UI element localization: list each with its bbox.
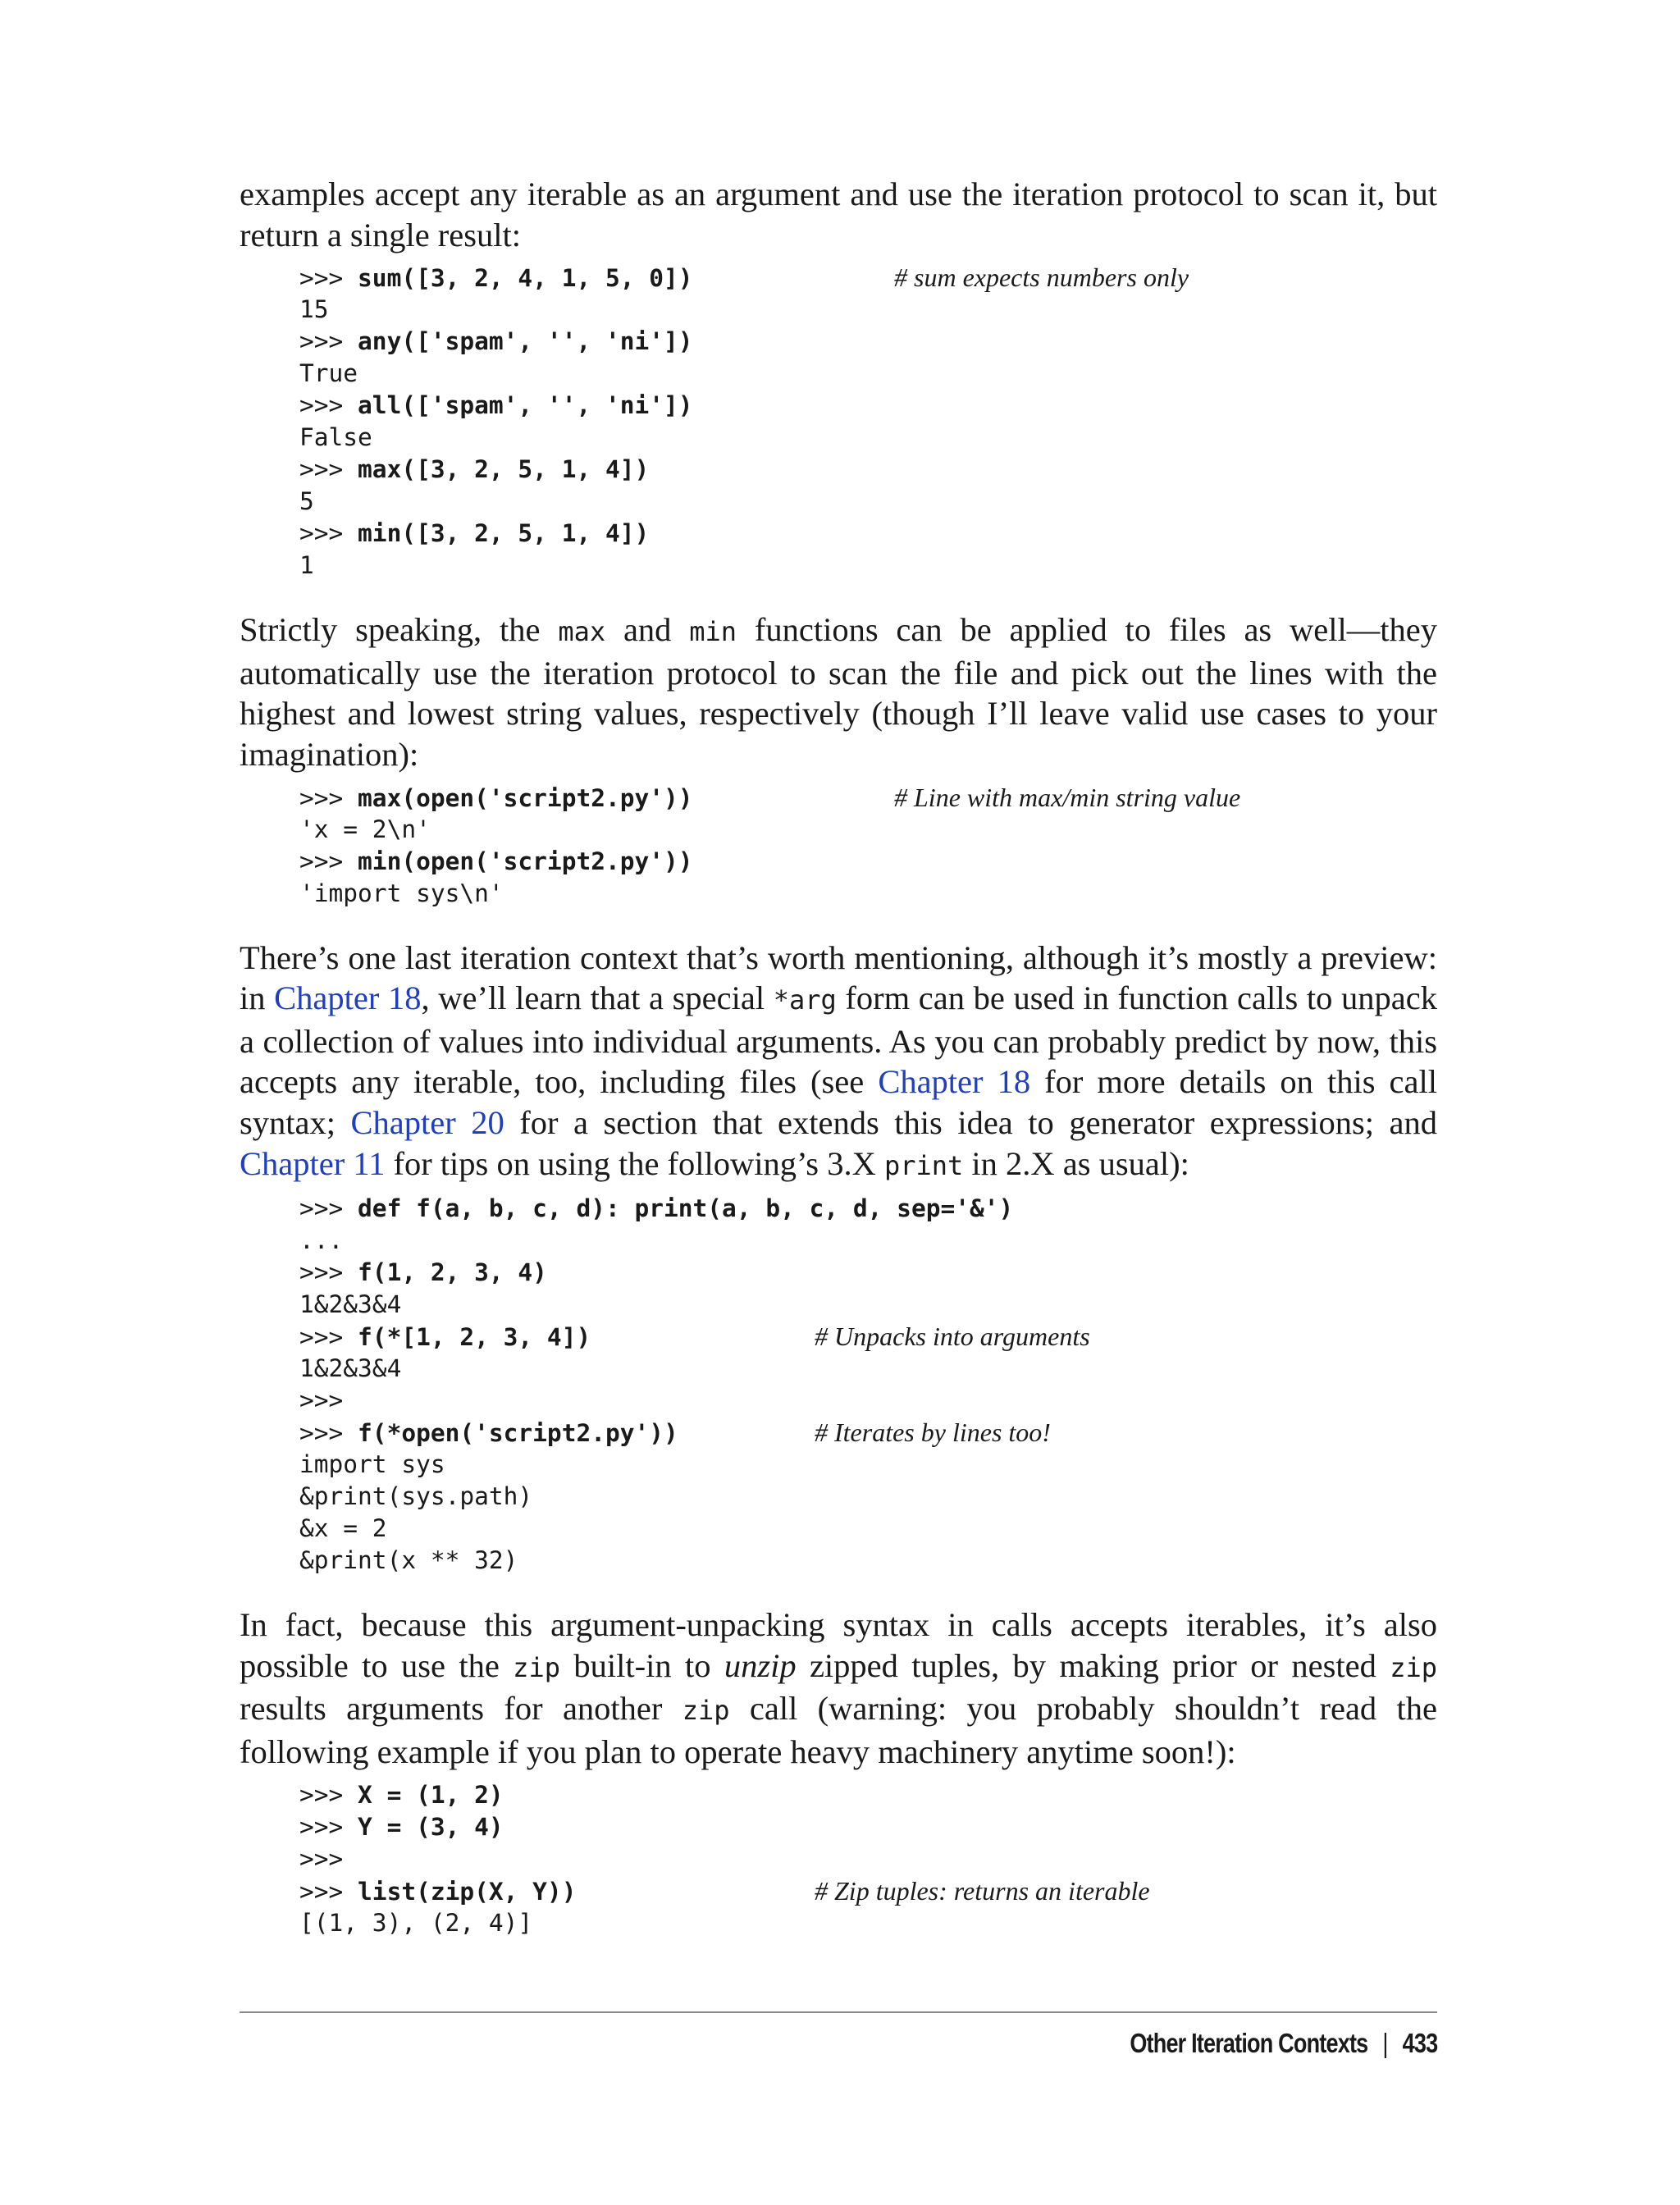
code-line — [299, 1513, 1437, 1545]
code-line — [299, 1321, 1437, 1353]
code-statement — [299, 326, 894, 358]
code-statement — [299, 518, 894, 550]
code-output: True — [299, 359, 358, 388]
code-line — [299, 1449, 1437, 1481]
text-run: form can be used in function calls to unpack a collection of values into individual arguments. As you can probably predict by now, this accepts any iterable, too, including files (see — [240, 979, 1437, 1101]
inline-code: zip — [682, 1695, 730, 1727]
code-statement — [299, 1322, 815, 1354]
inline-code: max — [558, 616, 606, 648]
code-statement — [299, 262, 894, 294]
code-statement — [299, 846, 894, 878]
code-command: X = (1, 2) — [358, 1780, 504, 1809]
emphasis: unzip — [724, 1646, 797, 1684]
footer-separator: | — [1382, 2028, 1388, 2058]
code-block-zip — [240, 1779, 1437, 1939]
repl-prompt: >>> — [299, 1323, 358, 1352]
text-run: zipped tuples, by making prior or nested — [796, 1646, 1390, 1684]
code-line — [299, 878, 1437, 910]
code-comment: # Line with max/min string value — [894, 782, 1241, 812]
chapter-20-link[interactable]: Chapter 20 — [350, 1103, 504, 1141]
text-run: call (warning: you probably shouldn’t read the following example if you plan to operate heavy machinery anytime soon!): — [240, 1690, 1437, 1770]
page-footer — [240, 2011, 1437, 2058]
text-run: Strictly speaking, the — [240, 611, 559, 649]
code-command: f(1, 2, 3, 4) — [358, 1258, 547, 1287]
code-statement — [299, 1811, 815, 1843]
code-line — [299, 326, 1437, 358]
text-run: in 2.X as usual): — [963, 1144, 1189, 1182]
text-run: for more details on this call syntax; — [240, 1063, 1437, 1141]
text-run: for a section that extends this idea to generator expressions; and — [504, 1103, 1437, 1141]
code-comment: # Zip tuples: returns an iterable — [815, 1875, 1150, 1906]
code-command: f(*open('script2.py')) — [358, 1419, 678, 1448]
code-command: max(open('script2.py')) — [358, 783, 693, 812]
code-line — [299, 1843, 1437, 1875]
repl-prompt: >>> — [299, 1812, 358, 1841]
paragraph-1-text: examples accept any iterable as an argument and use the iteration protocol to scan it, but return a single result: — [240, 176, 1437, 253]
code-output: 'x = 2\n' — [299, 815, 431, 843]
code-command: any(['spam', '', 'ni']) — [358, 327, 693, 356]
page-number: 433 — [1402, 2028, 1437, 2058]
code-statement — [299, 1779, 815, 1811]
repl-prompt: >>> — [299, 1419, 358, 1448]
code-statement — [299, 1193, 1014, 1225]
code-output: 1&2&3&4 — [299, 1290, 402, 1319]
chapter-18-link[interactable]: Chapter 18 — [878, 1063, 1031, 1101]
repl-prompt: >>> — [299, 455, 358, 484]
code-block-max-min-file — [240, 782, 1437, 910]
code-line — [299, 358, 1437, 390]
code-block-builtins — [240, 262, 1437, 582]
text-run: and — [605, 611, 690, 649]
code-block-unpacking — [240, 1193, 1437, 1577]
code-output: &x = 2 — [299, 1514, 387, 1543]
repl-prompt: >>> — [299, 391, 358, 420]
footer-rule — [240, 2011, 1437, 2013]
code-statement — [299, 1257, 815, 1289]
code-output: False — [299, 423, 372, 452]
chapter-18-link[interactable]: Chapter 18 — [274, 979, 422, 1017]
code-output: ... — [299, 1226, 344, 1255]
code-line — [299, 454, 1437, 486]
code-output: >>> — [299, 1844, 344, 1873]
code-command: def f(a, b, c, d): print(a, b, c, d, sep='&') — [358, 1194, 1014, 1223]
code-comment: # Iterates by lines too! — [815, 1418, 1051, 1448]
repl-prompt: >>> — [299, 1194, 358, 1223]
code-comment: # Unpacks into arguments — [815, 1322, 1090, 1352]
code-line — [299, 1225, 1437, 1257]
code-line — [299, 518, 1437, 550]
inline-code: print — [883, 1149, 964, 1181]
running-footer — [1130, 2028, 1437, 2059]
code-command: max([3, 2, 5, 1, 4]) — [358, 455, 650, 484]
code-line — [299, 782, 1437, 814]
code-line — [299, 1545, 1437, 1577]
code-line — [299, 422, 1437, 454]
code-line — [299, 1875, 1437, 1907]
code-command: min([3, 2, 5, 1, 4]) — [358, 519, 650, 548]
code-output: 1&2&3&4 — [299, 1354, 402, 1383]
code-line — [299, 1811, 1437, 1843]
code-command: all(['spam', '', 'ni']) — [358, 391, 693, 420]
code-line — [299, 262, 1437, 294]
code-line — [299, 1481, 1437, 1513]
repl-prompt: >>> — [299, 519, 358, 548]
code-output: &print(sys.path) — [299, 1482, 533, 1511]
repl-prompt: >>> — [299, 1877, 358, 1906]
code-command: f(*[1, 2, 3, 4]) — [358, 1323, 591, 1352]
code-line — [299, 1289, 1437, 1321]
text-run: In fact, because this argument-unpacking syntax in calls accepts iterables, it’s also possible to use the — [240, 1606, 1437, 1684]
repl-prompt: >>> — [299, 264, 358, 293]
code-command: list(zip(X, Y)) — [358, 1877, 577, 1906]
code-output: 15 — [299, 295, 329, 324]
code-statement — [299, 1418, 815, 1449]
repl-prompt: >>> — [299, 1258, 358, 1287]
text-run: functions can be applied to files as well—they automatically use the iteration protocol to scan the file and pick out the lines with the highest and lowest string values, respectively (though I’ll leave valid use cases to your imagination): — [240, 611, 1437, 773]
code-line — [299, 1907, 1437, 1939]
code-line — [299, 390, 1437, 422]
code-output: 1 — [299, 551, 314, 580]
text-run: results arguments for another — [240, 1690, 682, 1728]
code-line — [299, 814, 1437, 846]
text-run: for tips on using the following’s 3.X — [385, 1144, 884, 1182]
paragraph-3 — [240, 938, 1437, 1187]
chapter-11-link[interactable]: Chapter 11 — [240, 1144, 386, 1182]
code-statement — [299, 454, 894, 486]
code-line — [299, 294, 1437, 326]
page-content — [240, 174, 1437, 1939]
repl-prompt: >>> — [299, 783, 358, 812]
code-output: &print(x ** 32) — [299, 1546, 518, 1575]
footer-section-title: Other Iteration Contexts — [1129, 2028, 1368, 2058]
code-output: >>> — [299, 1386, 344, 1415]
code-command: Y = (3, 4) — [358, 1812, 504, 1841]
paragraph-1 — [240, 174, 1437, 255]
code-output: import sys — [299, 1450, 445, 1479]
inline-code: zip — [1390, 1651, 1437, 1683]
code-line — [299, 846, 1437, 878]
code-line — [299, 1385, 1437, 1417]
repl-prompt: >>> — [299, 327, 358, 356]
repl-prompt: >>> — [299, 1780, 358, 1809]
repl-prompt: >>> — [299, 847, 358, 875]
code-line — [299, 1353, 1437, 1385]
code-line — [299, 1193, 1437, 1225]
code-statement — [299, 390, 894, 422]
code-command: sum([3, 2, 4, 1, 5, 0]) — [358, 264, 693, 293]
code-statement — [299, 1876, 815, 1908]
paragraph-2 — [240, 609, 1437, 774]
code-output: 'import sys\n' — [299, 879, 504, 907]
paragraph-4 — [240, 1605, 1437, 1772]
code-line — [299, 550, 1437, 582]
text-run: There’s one last iteration context that’s worth mentioning, although it’s mostly a preview: in — [240, 938, 1437, 1017]
code-comment: # sum expects numbers only — [894, 262, 1189, 293]
code-line — [299, 1417, 1437, 1449]
code-line — [299, 1779, 1437, 1811]
code-output: 5 — [299, 487, 314, 516]
code-command: min(open('script2.py')) — [358, 847, 693, 875]
inline-code: zip — [513, 1651, 560, 1683]
code-statement — [299, 783, 894, 815]
code-line — [299, 486, 1437, 518]
inline-code: min — [689, 616, 737, 648]
text-run: built-in to — [559, 1646, 724, 1684]
inline-code: *arg — [773, 984, 837, 1016]
code-output: [(1, 3), (2, 4)] — [299, 1908, 533, 1937]
code-line — [299, 1257, 1437, 1289]
text-run: , we’ll learn that a special — [421, 979, 774, 1017]
